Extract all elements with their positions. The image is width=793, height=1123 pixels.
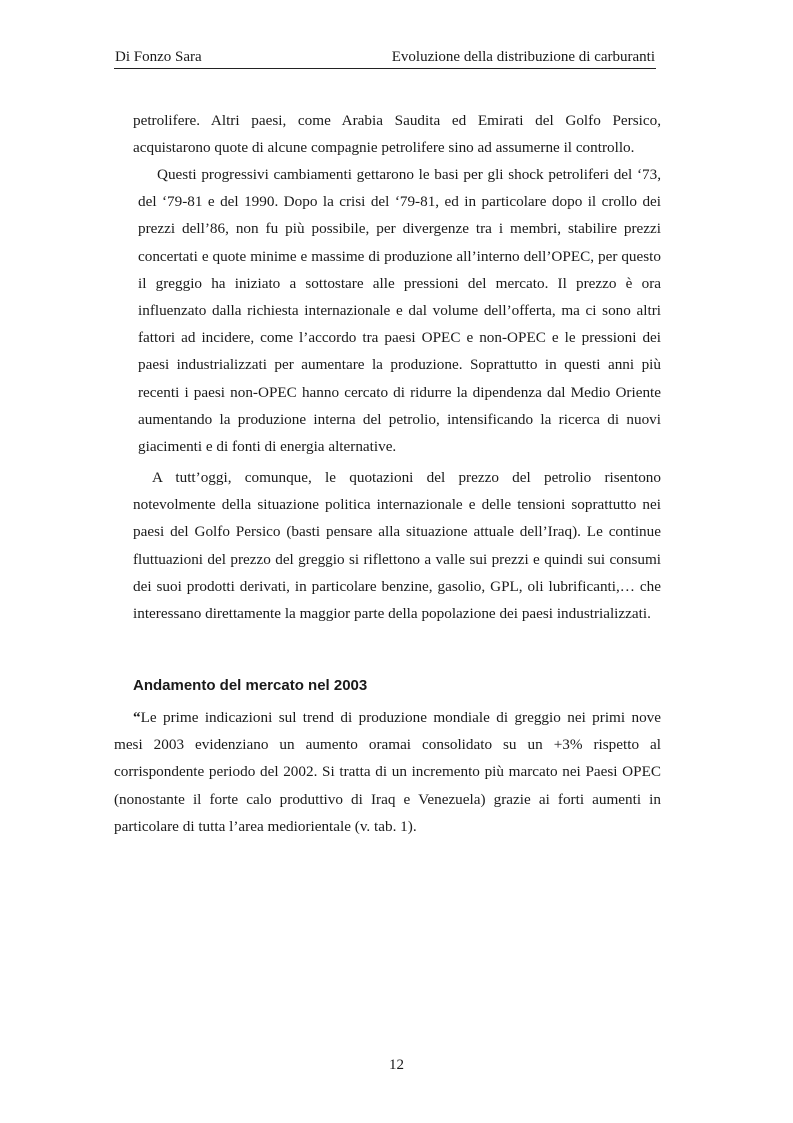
section-paragraph <box>114 704 661 840</box>
page-number: 12 <box>389 1057 404 1073</box>
header-title: Evoluzione della distribuzione di carburanti <box>391 49 655 65</box>
paragraph-1: petrolifere. Altri paesi, come Arabia Saudita ed Emirati del Golfo Persico, acquistarono quote di alcune compagnie petrolifere sino ad assumerne il controllo. <box>133 112 661 157</box>
header-author: Di Fonzo Sara <box>115 49 202 65</box>
page-header <box>114 48 656 69</box>
opening-quote-mark: “ <box>133 709 141 726</box>
paragraph-3: A tutt’oggi, comunque, le quotazioni del prezzo del petrolio risentono notevolmente della situazione politica internazionale e delle tensioni soprattutto nei paesi del Golfo Persico (basti pensare alla situazione attuale dell’Iraq). Le continue fluttuazioni del prezzo del greggio si riflettono a valle sui prezzi e quindi sui consumi dei suoi prodotti derivati, in particolare benzine, gasolio, GPL, oli lubrificanti,… che interessano direttamente la maggior parte della popolazione dei paesi industrializzati. <box>133 469 661 623</box>
paragraph-2: Questi progressivi cambiamenti gettarono le basi per gli shock petroliferi del ‘73, del ‘79-81 e del 1990. Dopo la crisi del ‘79-81, ed in particolare dopo il crollo dei prezzi dell’86, non fu più possibile, per divergenze tra i membri, stabilire prezzi concertati e quote minime e massime di produzione all’interno dell’OPEC, per questo il greggio ha iniziato a sottostare alle pressioni del mercato. Il prezzo è ora influenzato dalla richiesta internazionale e dal volume dell’offerta, ma ci sono altri fattori ad incidere, come l’accordo tra paesi OPEC e non-OPEC e le pressioni dei paesi industrializzati per aumentare la produzione. Soprattutto in questi anni più recenti i paesi non-OPEC hanno cercato di ridurre la dipendenza dal Medio Oriente aumentando la produzione interna del petrolio, intensificando la ricerca di nuovi giacimenti e di fonti di energia alternative. <box>138 166 661 456</box>
section-paragraph-text: Le prime indicazioni sul trend di produzione mondiale di greggio nei primi nove mesi 2003 evidenziano un aumento oramai consolidato su un +3% rispetto al corrispondente periodo del 2002. Si tratta di un incremento più marcato nei Paesi OPEC (nonostante il forte calo produttivo di Iraq e Venezuela) grazie ai forti aumenti in particolare di tutta l’area mediorientale (v. tab. 1). <box>114 709 661 835</box>
section-heading: Andamento del mercato nel 2003 <box>133 677 368 694</box>
